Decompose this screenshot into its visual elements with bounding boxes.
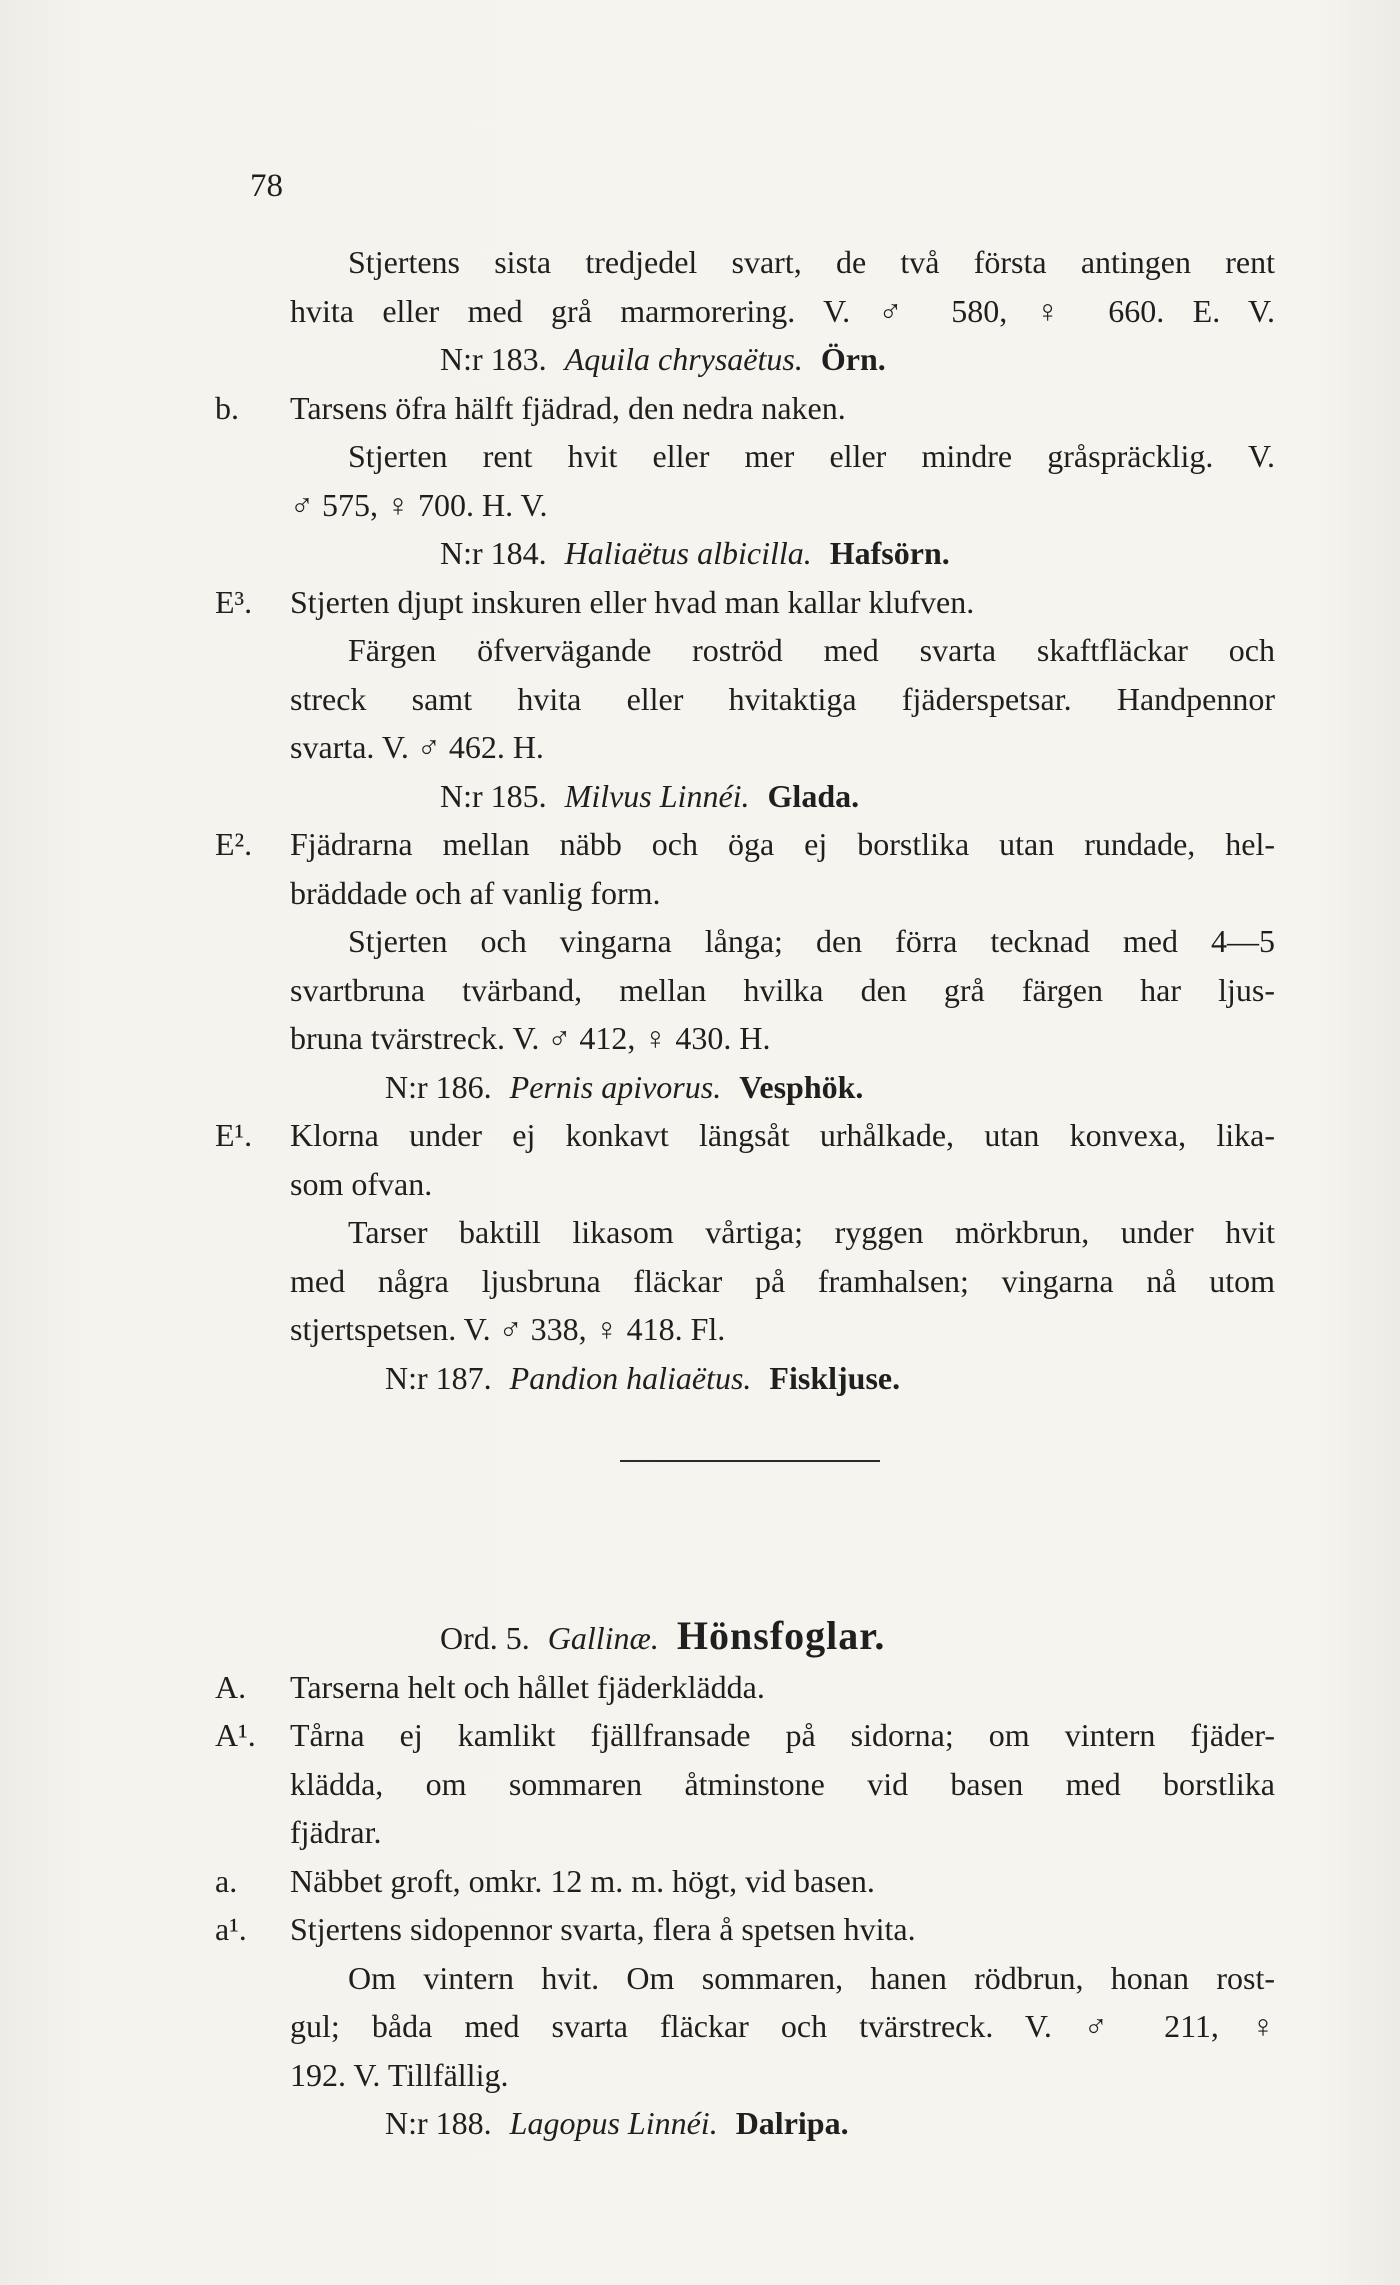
text-line: hvita eller med grå marmorering. V. ♂ 580, ♀ 660. E. V. <box>290 292 1275 329</box>
key-entry <box>215 1905 1275 1954</box>
key-entry <box>215 578 1275 627</box>
text-line: Stjerten djupt inskuren eller hvad man kallar klufven. <box>290 583 975 620</box>
species-common-name: Glada. <box>767 777 860 814</box>
key-entry <box>215 820 1275 869</box>
key-label: A. <box>215 1668 247 1705</box>
key-entry <box>215 1111 1275 1160</box>
species-number: N:r 184. <box>440 535 547 571</box>
species-common-name: Örn. <box>820 341 886 377</box>
species-number: N:r 185. <box>440 777 547 814</box>
key-entry <box>215 1857 1275 1906</box>
order-common-name: Hönsfoglar. <box>676 1613 886 1658</box>
text-line: svartbruna tvärband, mellan hvilka den grå färgen har ljus- <box>290 971 1275 1008</box>
species-latin-name: Haliaëtus albicilla. <box>564 535 812 571</box>
key-label: a¹. <box>215 1911 247 1947</box>
key-label: b. <box>215 389 239 426</box>
species-common-name: Fiskljuse. <box>769 1359 901 1396</box>
key-entry <box>215 384 1275 433</box>
section-gap <box>290 1462 1275 1612</box>
species-entry <box>290 335 1275 384</box>
key-label: E². <box>215 826 253 862</box>
key-label: A¹. <box>215 1717 256 1753</box>
text-line: stjertspetsen. V. ♂ 338, ♀ 418. Fl. <box>290 1311 726 1347</box>
species-latin-name: Pernis apivorus. <box>509 1068 722 1105</box>
species-latin-name: Milvus Linnéi. <box>564 777 750 814</box>
species-number: N:r 183. <box>440 341 547 377</box>
text-line: som ofvan. <box>290 1165 433 1202</box>
page-number: 78 <box>250 168 283 204</box>
species-number: N:r 187. <box>385 1359 492 1396</box>
text-line: bräddade och af vanlig form. <box>290 874 661 911</box>
species-latin-name: Lagopus Linnéi. <box>509 2105 718 2141</box>
key-entry <box>215 1663 1275 1712</box>
text-line: bruna tvärstreck. V. ♂ 412, ♀ 430. H. <box>290 1020 771 1056</box>
text-line: Om vintern hvit. Om sommaren, hanen rödbrun, honan rost- <box>348 1959 1275 1996</box>
key-label: E¹. <box>215 1117 253 1153</box>
text-line: Stjertens sidopennor svarta, flera å spetsen hvita. <box>290 1911 916 1947</box>
species-number: N:r 186. <box>385 1068 492 1105</box>
species-entry <box>290 1063 1275 1112</box>
species-common-name: Hafsörn. <box>829 535 950 571</box>
order-heading <box>290 1612 1275 1663</box>
order-number: Ord. 5. <box>440 1620 530 1656</box>
species-number: N:r 188. <box>385 2105 492 2141</box>
text-line: Stjertens sista tredjedel svart, de två första antingen rent <box>348 244 1275 280</box>
text-line: Klorna under ej konkavt längsåt urhålkade, utan konvexa, lika- <box>290 1117 1275 1153</box>
species-common-name: Dalripa. <box>735 2105 849 2141</box>
text-line: Tarserna helt och hållet fjäderklädda. <box>290 1668 765 1705</box>
species-latin-name: Pandion haliaëtus. <box>509 1359 752 1396</box>
text-line: fjädrar. <box>290 1814 382 1850</box>
species-entry <box>290 772 1275 821</box>
text-line: Fjädrarna mellan näbb och öga ej borstlika utan rundade, hel- <box>290 826 1275 862</box>
key-entry <box>215 1711 1275 1760</box>
text-line: Stjerten och vingarna långa; den förra tecknad med 4—5 <box>348 923 1275 959</box>
species-latin-name: Aquila chrysaëtus. <box>564 341 803 377</box>
text-line: Tarsens öfra hälft fjädrad, den nedra naken. <box>290 389 846 426</box>
species-entry <box>290 529 1275 578</box>
key-label: E³. <box>215 583 253 620</box>
text-line: Näbbet groft, omkr. 12 m. m. högt, vid basen. <box>290 1862 875 1899</box>
text-line: gul; båda med svarta fläckar och tvärstreck. V. ♂ 211, ♀ <box>290 2008 1275 2044</box>
text-line: klädda, om sommaren åtminstone vid basen med borstlika <box>290 1765 1275 1802</box>
text-line: Färgen öfvervägande roströd med svarta skaftfläckar och <box>348 632 1275 668</box>
text-line: svarta. V. ♂ 462. H. <box>290 729 544 765</box>
species-entry <box>290 1354 1275 1403</box>
page-body <box>215 238 1275 2148</box>
text-line: ♂ 575, ♀ 700. H. V. <box>290 486 548 523</box>
text-line: med några ljusbruna fläckar på framhalsen; vingarna nå utom <box>290 1262 1275 1299</box>
text-line: Stjerten rent hvit eller mer eller mindre gråspräcklig. V. <box>348 438 1275 474</box>
order-latin-name: Gallinæ. <box>547 1620 659 1656</box>
text-line: streck samt hvita eller hvitaktiga fjäderspetsar. Handpennor <box>290 680 1275 717</box>
text-line: Tårna ej kamlikt fjällfransade på sidorna; om vintern fjäder- <box>290 1717 1275 1753</box>
species-entry <box>290 2099 1275 2148</box>
species-common-name: Vesphök. <box>739 1068 864 1105</box>
key-label: a. <box>215 1862 238 1899</box>
text-line: Tarser baktill likasom vårtiga; ryggen mörkbrun, under hvit <box>348 1214 1275 1250</box>
text-line: 192. V. Tillfällig. <box>290 2056 509 2093</box>
